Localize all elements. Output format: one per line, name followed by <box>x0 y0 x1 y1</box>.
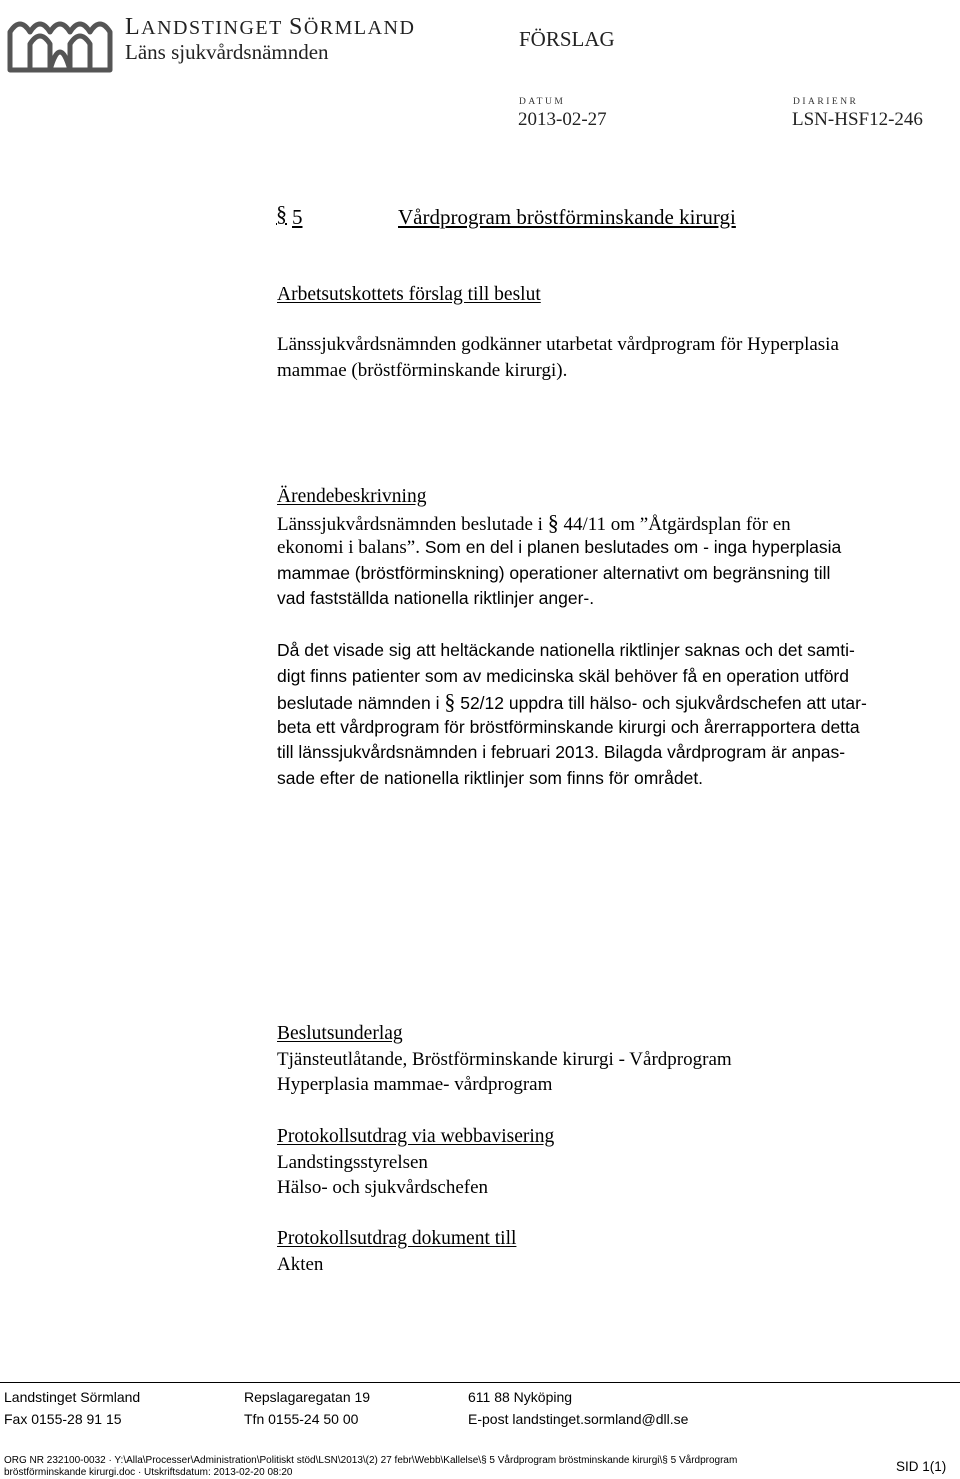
proposal-line: Länssjukvårdsnämnden godkänner utarbetat vårdprogram för Hyperplasia <box>277 334 839 355</box>
footer-email: E-post landstinget.sormland@dll.se <box>468 1411 689 1427</box>
item-number: § 5 <box>276 201 303 229</box>
footer-fax: Fax 0155-28 91 15 <box>4 1411 122 1427</box>
proposal-text <box>277 332 957 383</box>
document-distribution-section <box>277 1226 957 1277</box>
description-line: Länssjukvårdsnämnden beslutade i § 44/11 om ”Åtgärdsplan för en <box>277 509 791 535</box>
document-type: FÖRSLAG <box>519 27 615 51</box>
footer-street: Repslagaregatan 19 <box>244 1389 371 1405</box>
department-name: Läns sjukvårdsnämnden <box>125 40 329 64</box>
web-distribution-section <box>277 1124 957 1201</box>
background-line: Då det visade sig att heltäckande nationella riktlinjer saknas och det samti- <box>277 640 855 660</box>
description-heading: Ärendebeskrivning <box>277 486 427 507</box>
section-symbol: § <box>547 509 559 535</box>
description-section <box>277 484 957 612</box>
page-number: SID 1(1) <box>896 1459 947 1474</box>
document-distribution-heading: Protokollsutdrag dokument till <box>277 1228 517 1249</box>
background-line: beslutade nämnden i § 52/12 uppdra till hälso- och sjukvårdschefen att utar- <box>277 689 867 715</box>
basis-item: Hyperplasia mammae- vårdprogram <box>277 1074 553 1096</box>
web-distribution-heading: Protokollsutdrag via webbavisering <box>277 1126 555 1147</box>
basis-section <box>277 1021 957 1098</box>
web-distribution-item: Landstingsstyrelsen <box>277 1151 428 1173</box>
proposal-section <box>277 282 957 308</box>
background-line: digt finns patienter som av medicinska skäl behöver få en operation utförd <box>277 665 849 686</box>
description-line: ekonomi i balans”. Som en del i planen beslutades om - inga hyperplasia <box>277 537 842 559</box>
basis-item: Tjänsteutlåtande, Bröstförminskande kirurgi - Vårdprogram <box>277 1048 732 1070</box>
item-title: Vårdprogram bröstförminskande kirurgi <box>398 205 736 229</box>
footer-org: Landstinget Sörmland <box>4 1389 141 1405</box>
registration-number: LSN-HSF12-246 <box>792 109 923 130</box>
background-text <box>277 638 957 792</box>
date-label: DATUM <box>519 97 566 107</box>
section-symbol: § <box>276 201 287 226</box>
footer-file-path: ORG NR 232100-0032 · Y:\Alla\Processer\Administration\Politiskt stöd\LSN\2013\(2) 27 febr\Webb\Kallelse\§ 5 Vårdprogram bröstminskande kirurgi\§ 5 Vårdprogram bröstförminskande kirurgi.doc · Utskriftsdatum: 2013-02-20 08:20 <box>4 1455 738 1478</box>
date-value: 2013-02-27 <box>518 109 607 130</box>
proposal-line: mammae (bröstförminskande kirurgi). <box>277 359 568 381</box>
registration-label: DIARIENR <box>793 97 859 107</box>
web-distribution-item: Hälso- och sjukvårdschefen <box>277 1177 489 1199</box>
org-name: LANDSTINGET SÖRMLAND <box>125 14 416 40</box>
footer-postal: 611 88 Nyköping <box>468 1389 573 1405</box>
background-line: till länssjukvårdsnämnden i februari 2013. Bilagda vårdprogram är anpas- <box>277 742 846 763</box>
background-line: beta ett vårdprogram för bröstförminskande kirurgi och årerrapportera detta <box>277 716 860 737</box>
background-line: sade efter de nationella riktlinjer som finns för området. <box>277 767 704 788</box>
section-symbol: § <box>444 689 456 715</box>
landstinget-logo-icon <box>6 4 114 74</box>
basis-heading: Beslutsunderlag <box>277 1023 403 1044</box>
proposal-heading: Arbetsutskottets förslag till beslut <box>277 284 541 305</box>
footer-divider <box>0 1382 960 1383</box>
description-line: vad fastställda nationella riktlinjer anger-. <box>277 588 595 609</box>
document-distribution-item: Akten <box>277 1253 324 1275</box>
footer-phone: Tfn 0155-24 50 00 <box>244 1411 359 1427</box>
description-line: mammae (bröstförminskning) operationer alternativt om begränsning till <box>277 562 831 583</box>
